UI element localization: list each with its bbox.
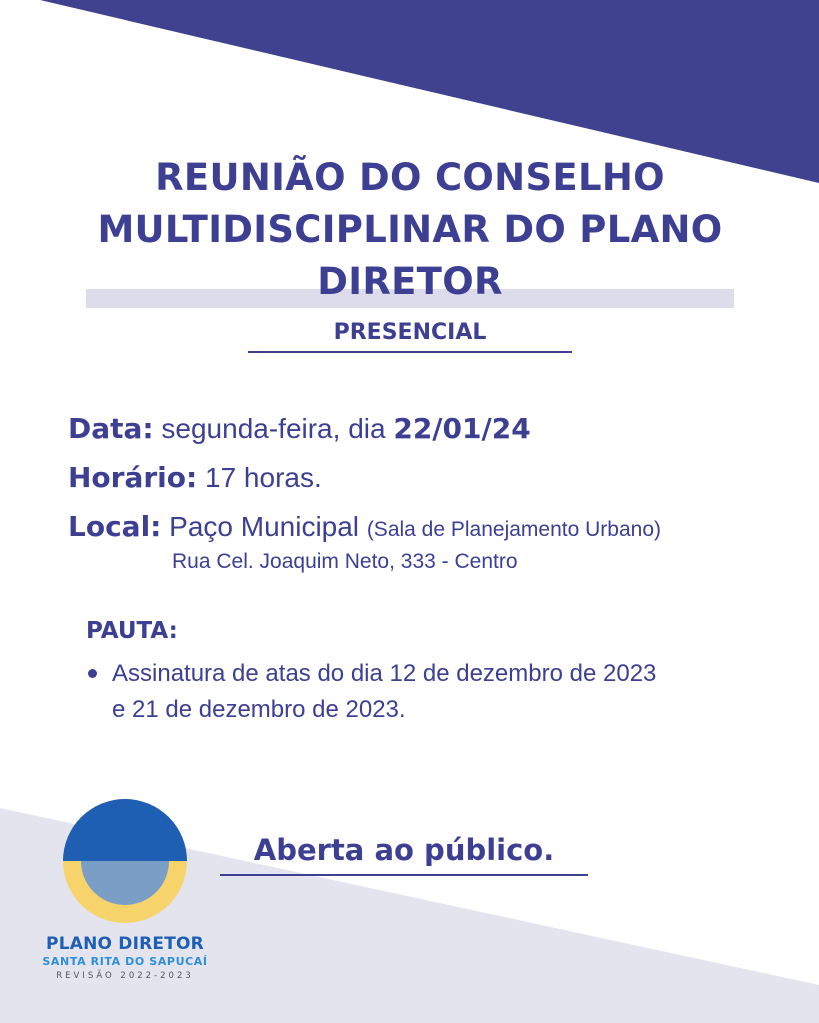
- title-line-1: REUNIÃO DO CONSELHO: [155, 156, 665, 199]
- title-line-2: MULTIDISCIPLINAR DO PLANO: [97, 208, 723, 251]
- logo-city-text: SANTA RITA DO SAPUCAÍ: [42, 955, 208, 968]
- location-label: Local:: [68, 510, 162, 543]
- page-title: [60, 152, 760, 308]
- date-label: Data:: [68, 412, 154, 445]
- list-item: [86, 656, 746, 728]
- open-to-public-text: Aberta ao público.: [253, 833, 555, 867]
- agenda-item-line-2: e 21 de dezembro de 2023.: [112, 696, 406, 723]
- date-value: 22/01/24: [393, 412, 531, 445]
- location-note: (Sala de Planejamento Urbano): [366, 518, 661, 541]
- location-value: Paço Municipal: [161, 511, 367, 542]
- agenda-list: [86, 656, 746, 728]
- time-label: Horário:: [68, 461, 198, 494]
- plano-diretor-logo: [30, 798, 220, 988]
- subtitle-underline: [248, 351, 572, 353]
- date-text: segunda-feira, dia: [153, 413, 394, 444]
- agenda-item-line-1: Assinatura de atas do dia 12 de dezembro de 2023: [112, 660, 657, 687]
- time-row: [68, 461, 322, 494]
- agenda-title: PAUTA:: [86, 618, 178, 644]
- bullet-icon: [88, 669, 97, 678]
- open-text-underline: [220, 874, 588, 876]
- logo-revision-text: REVISÃO 2022-2023: [56, 971, 194, 981]
- location-row: [68, 510, 661, 543]
- location-address: Rua Cel. Joaquim Neto, 333 - Centro: [172, 550, 518, 573]
- date-row: [68, 412, 531, 445]
- logo-main-text: PLANO DIRETOR: [46, 934, 204, 954]
- meeting-mode: PRESENCIAL: [333, 320, 487, 345]
- title-line-3: DIRETOR: [317, 260, 503, 303]
- time-value: 17 horas.: [197, 462, 322, 493]
- logo-circle-icon: [62, 798, 188, 924]
